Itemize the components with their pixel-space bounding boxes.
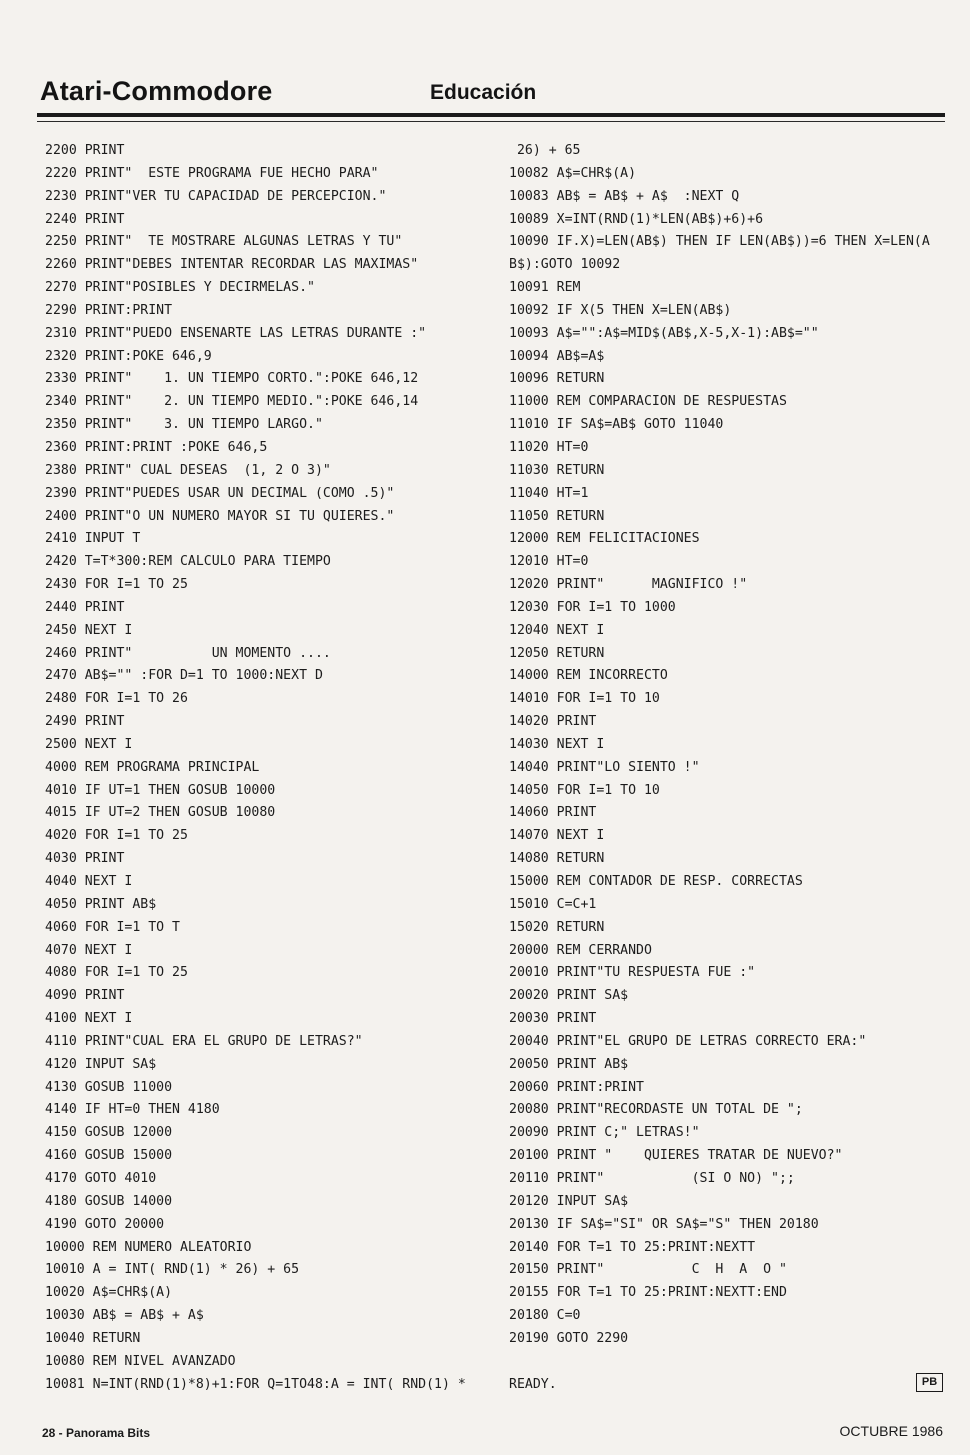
- code-line: 10094 AB$=A$: [509, 348, 605, 364]
- code-line: 10081 N=INT(RND(1)*8)+1:FOR Q=1TO48:A = INT( RND(1) *: [45, 1376, 466, 1392]
- code-line: 15010 C=C+1: [509, 896, 597, 912]
- code-line: 20030 PRINT: [509, 1011, 597, 1027]
- code-line: 4060 FOR I=1 TO T: [45, 919, 180, 935]
- code-line: 20180 C=0: [509, 1308, 581, 1324]
- header-title: Atari-Commodore: [40, 76, 273, 106]
- code-line: 20080 PRINT"RECORDASTE UN TOTAL DE ";: [509, 1102, 803, 1118]
- code-line: 10089 X=INT(RND(1)*LEN(AB$)+6)+6: [509, 211, 764, 227]
- code-line: 2500 NEXT I: [45, 736, 133, 752]
- code-line: 20050 PRINT AB$: [509, 1056, 629, 1072]
- code-column-right: [509, 140, 954, 1396]
- header-rule-thick: [37, 113, 945, 117]
- code-line: 10040 RETURN: [45, 1330, 141, 1346]
- code-line: 4140 IF HT=0 THEN 4180: [45, 1102, 220, 1118]
- code-line: 11000 REM COMPARACION DE RESPUESTAS: [509, 394, 787, 410]
- code-line: 11030 RETURN: [509, 462, 605, 478]
- code-line: 12050 RETURN: [509, 645, 605, 661]
- code-line: 12030 FOR I=1 TO 1000: [509, 599, 676, 615]
- code-line: 2230 PRINT"VER TU CAPACIDAD DE PERCEPCION.": [45, 188, 387, 204]
- code-line: [509, 1351, 954, 1374]
- code-line: 11050 RETURN: [509, 508, 605, 524]
- code-line: 14080 RETURN: [509, 851, 605, 867]
- code-line: 20190 GOTO 2290: [509, 1330, 629, 1346]
- header-rule-thin: [37, 121, 945, 122]
- code-line: 2420 T=T*300:REM CALCULO PARA TIEMPO: [45, 554, 331, 570]
- code-line: 20020 PRINT SA$: [509, 988, 629, 1004]
- code-line: 14040 PRINT"LO SIENTO !": [509, 759, 700, 775]
- code-line: 10000 REM NUMERO ALEATORIO: [45, 1239, 252, 1255]
- code-line: 20090 PRINT C;" LETRAS!": [509, 1125, 700, 1141]
- code-line: 12040 NEXT I: [509, 622, 605, 638]
- code-line: 2400 PRINT"O UN NUMERO MAYOR SI TU QUIERES.": [45, 508, 395, 524]
- code-line: 14000 REM INCORRECTO: [509, 668, 668, 684]
- code-line: READY.: [509, 1376, 557, 1392]
- code-line: 2250 PRINT" TE MOSTRARE ALGUNAS LETRAS Y TU": [45, 234, 403, 250]
- code-line: 2270 PRINT"POSIBLES Y DECIRMELAS.": [45, 280, 315, 296]
- code-line: 4010 IF UT=1 THEN GOSUB 10000: [45, 782, 276, 798]
- code-line: 4080 FOR I=1 TO 25: [45, 965, 188, 981]
- footer-page-label: 28 - Panorama Bits: [42, 1426, 151, 1440]
- code-line: 20040 PRINT"EL GRUPO DE LETRAS CORRECTO ERA:": [509, 1033, 867, 1049]
- code-line: 2460 PRINT" UN MOMENTO ....: [45, 645, 331, 661]
- code-line: 10010 A = INT( RND(1) * 26) + 65: [45, 1262, 300, 1278]
- code-line: 14030 NEXT I: [509, 736, 605, 752]
- code-line: 4040 NEXT I: [45, 874, 133, 889]
- code-line: 4015 IF UT=2 THEN GOSUB 10080: [45, 805, 276, 821]
- code-line: 2290 PRINT:PRINT: [45, 302, 173, 318]
- code-line: 10096 RETURN: [509, 371, 605, 387]
- code-line: 4150 GOSUB 12000: [45, 1125, 173, 1141]
- code-line: 2490 PRINT: [45, 714, 125, 730]
- code-column-left: [45, 140, 475, 1396]
- code-line: 4160 GOSUB 15000: [45, 1148, 173, 1164]
- footer-date: OCTUBRE 1986: [839, 1423, 943, 1439]
- code-line: 2310 PRINT"PUEDO ENSENARTE LAS LETRAS DURANTE :": [45, 325, 427, 341]
- code-line: 10080 REM NIVEL AVANZADO: [45, 1353, 236, 1369]
- code-line: 2360 PRINT:PRINT :POKE 646,5: [45, 439, 268, 455]
- code-line: 14060 PRINT: [509, 805, 597, 821]
- code-line: 4090 PRINT: [45, 988, 125, 1004]
- end-badge: PB: [916, 1373, 943, 1392]
- code-line: 15000 REM CONTADOR DE RESP. CORRECTAS: [509, 874, 803, 889]
- code-line: 2330 PRINT" 1. UN TIEMPO CORTO.":POKE 646,12: [45, 371, 419, 387]
- code-line: 4130 GOSUB 11000: [45, 1079, 173, 1095]
- code-line: 10020 A$=CHR$(A): [45, 1285, 173, 1301]
- code-line: 10090 IF.X)=LEN(AB$) THEN IF LEN(AB$))=6 THEN X=LEN(A: [509, 234, 930, 250]
- code-line: 12020 PRINT" MAGNIFICO !": [509, 577, 748, 593]
- code-line: 10083 AB$ = AB$ + A$ :NEXT Q: [509, 188, 740, 204]
- code-line: 2480 FOR I=1 TO 26: [45, 691, 188, 707]
- code-line: 20155 FOR T=1 TO 25:PRINT:NEXTT:END: [509, 1285, 787, 1301]
- code-line: 2470 AB$="" :FOR D=1 TO 1000:NEXT D: [45, 668, 323, 684]
- code-line: B$):GOTO 10092: [509, 257, 621, 273]
- code-line: 4020 FOR I=1 TO 25: [45, 828, 188, 844]
- code-line: 20110 PRINT" (SI O NO) ";;: [509, 1170, 795, 1186]
- code-line: 10091 REM: [509, 280, 581, 296]
- code-line: 20000 REM CERRANDO: [509, 942, 652, 958]
- code-line: 10093 A$="":A$=MID$(AB$,X-5,X-1):AB$="": [509, 325, 819, 341]
- code-line: 2240 PRINT: [45, 211, 125, 227]
- code-line: 20130 IF SA$="SI" OR SA$="S" THEN 20180: [509, 1216, 819, 1232]
- code-line: 20120 INPUT SA$: [509, 1193, 629, 1209]
- code-line: 2200 PRINT: [45, 143, 125, 158]
- code-line: 4180 GOSUB 14000: [45, 1193, 173, 1209]
- code-line: 10092 IF X(5 THEN X=LEN(AB$): [509, 302, 732, 318]
- code-line: 2260 PRINT"DEBES INTENTAR RECORDAR LAS MAXIMAS": [45, 257, 419, 273]
- code-line: 4170 GOTO 4010: [45, 1170, 157, 1186]
- code-line: 2320 PRINT:POKE 646,9: [45, 348, 212, 364]
- code-line: 4100 NEXT I: [45, 1011, 133, 1027]
- code-line: 4120 INPUT SA$: [45, 1056, 157, 1072]
- code-line: 20150 PRINT" C H A O ": [509, 1262, 787, 1278]
- code-line: 20100 PRINT " QUIERES TRATAR DE NUEVO?": [509, 1148, 843, 1164]
- code-line: 4030 PRINT: [45, 851, 125, 867]
- code-line: 2410 INPUT T: [45, 531, 141, 547]
- code-line: 26) + 65: [509, 143, 581, 158]
- code-line: 10082 A$=CHR$(A): [509, 165, 637, 181]
- code-line: 2350 PRINT" 3. UN TIEMPO LARGO.": [45, 417, 323, 433]
- code-line: 20140 FOR T=1 TO 25:PRINT:NEXTT: [509, 1239, 756, 1255]
- code-line: 10030 AB$ = AB$ + A$: [45, 1308, 204, 1324]
- code-line: 11020 HT=0: [509, 439, 589, 455]
- code-line: 20060 PRINT:PRINT: [509, 1079, 644, 1095]
- code-line: 14010 FOR I=1 TO 10: [509, 691, 660, 707]
- code-line: 12000 REM FELICITACIONES: [509, 531, 700, 547]
- code-line: 11010 IF SA$=AB$ GOTO 11040: [509, 417, 724, 433]
- code-line: 2440 PRINT: [45, 599, 125, 615]
- code-line: 15020 RETURN: [509, 919, 605, 935]
- code-line: 14070 NEXT I: [509, 828, 605, 844]
- code-line: 2380 PRINT" CUAL DESEAS (1, 2 O 3)": [45, 462, 331, 478]
- code-line: 2220 PRINT" ESTE PROGRAMA FUE HECHO PARA": [45, 165, 379, 181]
- code-line: 14050 FOR I=1 TO 10: [509, 782, 660, 798]
- code-line: 2340 PRINT" 2. UN TIEMPO MEDIO.":POKE 646,14: [45, 394, 419, 410]
- code-line: 4050 PRINT AB$: [45, 896, 157, 912]
- code-line: 4110 PRINT"CUAL ERA EL GRUPO DE LETRAS?": [45, 1033, 363, 1049]
- code-line: 4000 REM PROGRAMA PRINCIPAL: [45, 759, 260, 775]
- code-line: 4190 GOTO 20000: [45, 1216, 165, 1232]
- code-line: 14020 PRINT: [509, 714, 597, 730]
- code-line: 2450 NEXT I: [45, 622, 133, 638]
- code-line: 2430 FOR I=1 TO 25: [45, 577, 188, 593]
- header-section: Educación: [430, 81, 537, 104]
- code-line: 12010 HT=0: [509, 554, 589, 570]
- code-line: 11040 HT=1: [509, 485, 589, 501]
- code-line: 20010 PRINT"TU RESPUESTA FUE :": [509, 965, 756, 981]
- code-line: 4070 NEXT I: [45, 942, 133, 958]
- code-line: 2390 PRINT"PUEDES USAR UN DECIMAL (COMO .5)": [45, 485, 395, 501]
